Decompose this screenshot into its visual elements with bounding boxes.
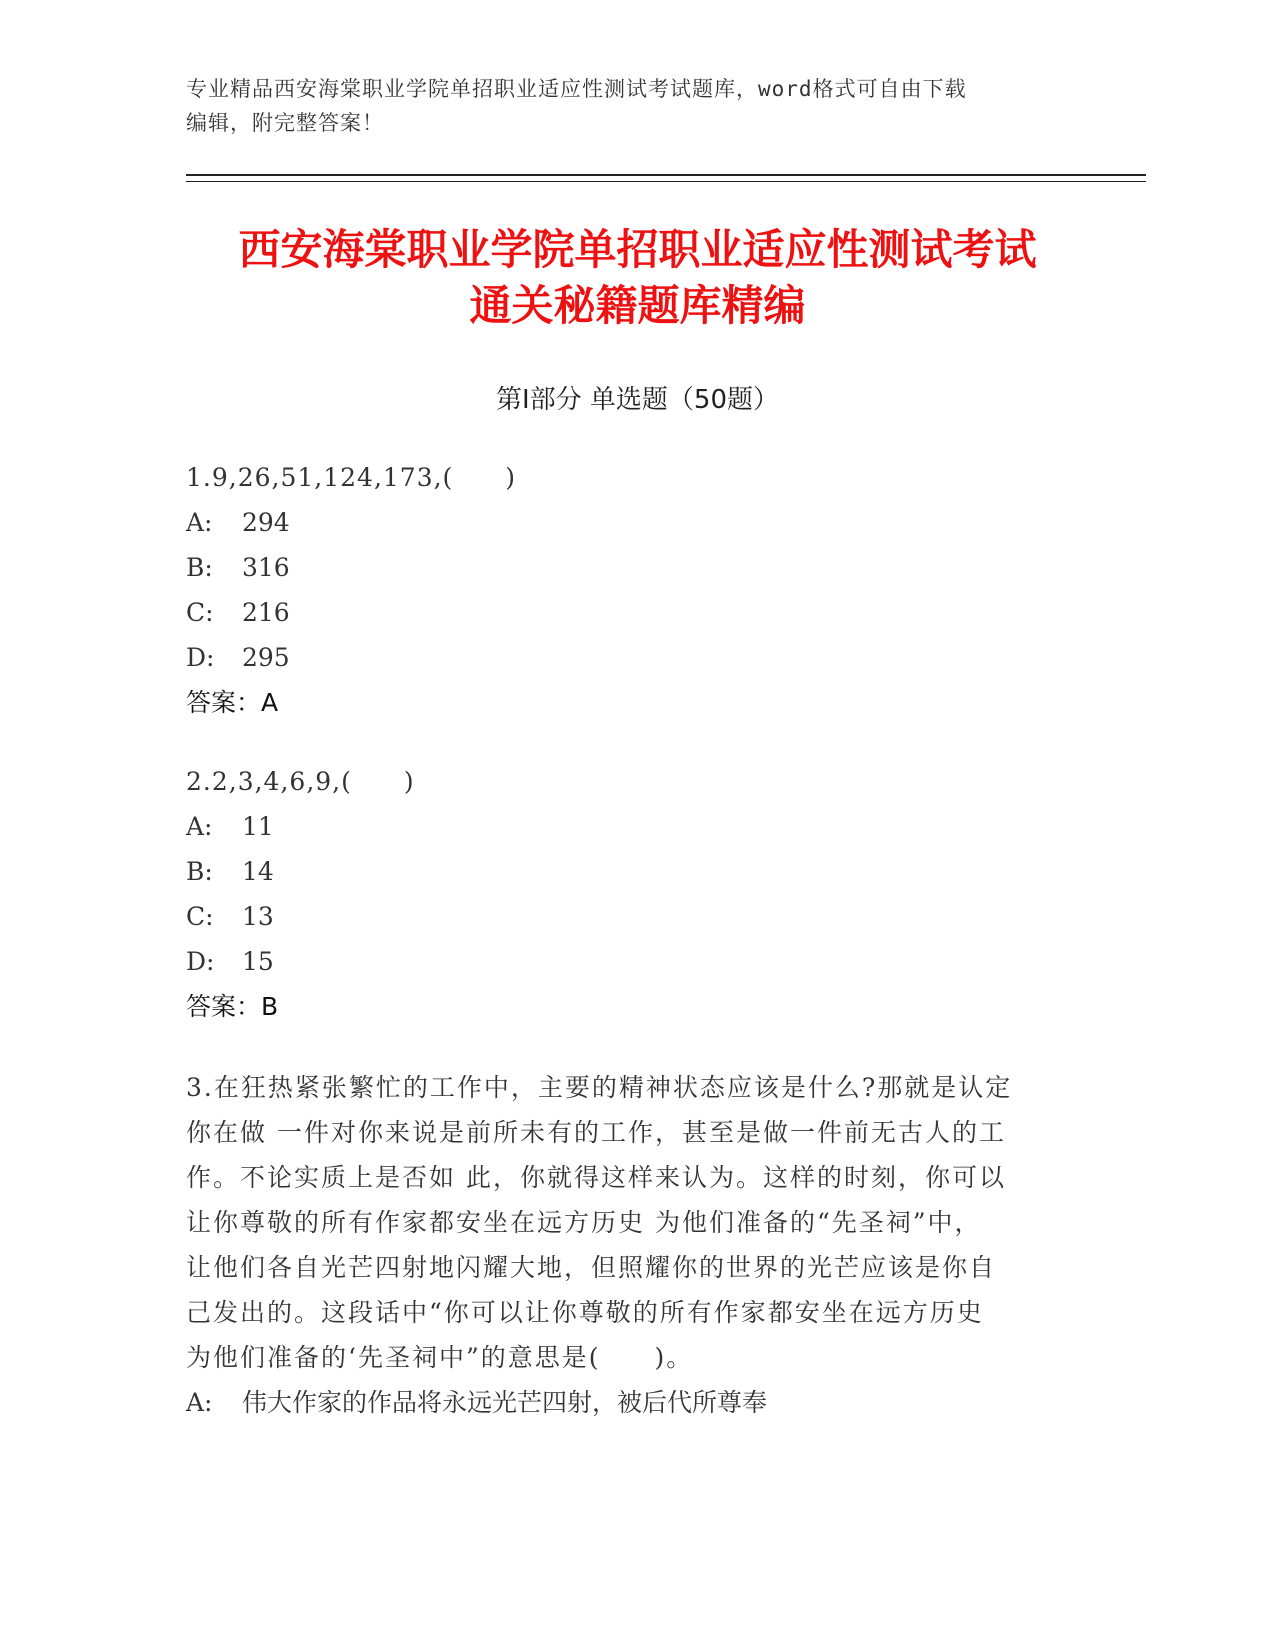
option-c bbox=[186, 590, 1086, 635]
document-title bbox=[150, 222, 1125, 334]
option-d bbox=[186, 635, 1086, 680]
question-3 bbox=[186, 1065, 1086, 1425]
question-stem-line: 你在做 一件对你来说是前所未有的工作，甚至是做一件前无古人的工 bbox=[186, 1118, 1006, 1147]
option-text: 11 bbox=[242, 812, 274, 841]
option-key: A: bbox=[186, 812, 213, 841]
option-key: C: bbox=[186, 598, 214, 627]
option-key: B: bbox=[186, 553, 213, 582]
option-a bbox=[186, 500, 1086, 545]
option-text: 294 bbox=[242, 508, 290, 537]
option-text: 伟大作家的作品将永远光芒四射，被后代所尊奉 bbox=[242, 1388, 768, 1417]
option-a bbox=[186, 804, 1086, 849]
option-text: 295 bbox=[242, 643, 290, 672]
option-key: A: bbox=[186, 508, 213, 537]
option-b bbox=[186, 545, 1086, 590]
question-stem-line: 让你尊敬的所有作家都安坐在远方历史 为他们准备的“先圣祠”中， bbox=[186, 1208, 982, 1237]
option-text: 13 bbox=[242, 902, 274, 931]
answer-label: 答案：B bbox=[186, 992, 279, 1021]
option-key: D: bbox=[186, 947, 215, 976]
header-note-line: 专业精品西安海棠职业学院单招职业适应性测试考试题库，word格式可自由下载 bbox=[186, 77, 967, 101]
option-d bbox=[186, 939, 1086, 984]
option-text: 15 bbox=[242, 947, 274, 976]
option-key: B: bbox=[186, 857, 213, 886]
answer-label: 答案：A bbox=[186, 688, 279, 717]
question-stem-line: 让他们各自光芒四射地闪耀大地，但照耀你的世界的光芒应该是你自 bbox=[186, 1253, 997, 1282]
question-stem-line: 为他们准备的‘先圣祠中”的意思是( )。 bbox=[186, 1343, 694, 1372]
document-title-line: 西安海棠职业学院单招职业适应性测试考试 bbox=[238, 225, 1037, 274]
question-stem: 2.2,3,4,6,9,( ) bbox=[186, 767, 415, 796]
question-stem-line: 3.在狂热紧张繁忙的工作中，主要的精神状态应该是什么?那就是认定 bbox=[186, 1073, 1013, 1102]
question-2 bbox=[186, 759, 1086, 1029]
header-divider-thin bbox=[186, 181, 1146, 182]
option-key: C: bbox=[186, 902, 214, 931]
option-b bbox=[186, 849, 1086, 894]
option-c bbox=[186, 894, 1086, 939]
question-stem: 1.9,26,51,124,173,( ) bbox=[186, 463, 517, 492]
header-divider bbox=[186, 174, 1146, 176]
header-note-line: 编辑，附完整答案！ bbox=[186, 111, 384, 135]
question-stem-line: 己发出的。这段话中“你可以让你尊敬的所有作家都安坐在远方历史 bbox=[186, 1298, 984, 1327]
question-stem-line: 作。不论实质上是否如 此，你就得这样来认为。这样的时刻，你可以 bbox=[186, 1163, 1006, 1192]
option-a bbox=[186, 1380, 1086, 1425]
document-title-line: 通关秘籍题库精编 bbox=[469, 281, 806, 330]
option-key: A: bbox=[186, 1388, 213, 1417]
option-text: 14 bbox=[242, 857, 274, 886]
header-note bbox=[186, 72, 1066, 140]
question-1 bbox=[186, 455, 1086, 725]
option-key: D: bbox=[186, 643, 215, 672]
section-title: 第Ⅰ部分 单选题（50题） bbox=[495, 385, 780, 415]
option-text: 216 bbox=[242, 598, 290, 627]
option-text: 316 bbox=[242, 553, 290, 582]
